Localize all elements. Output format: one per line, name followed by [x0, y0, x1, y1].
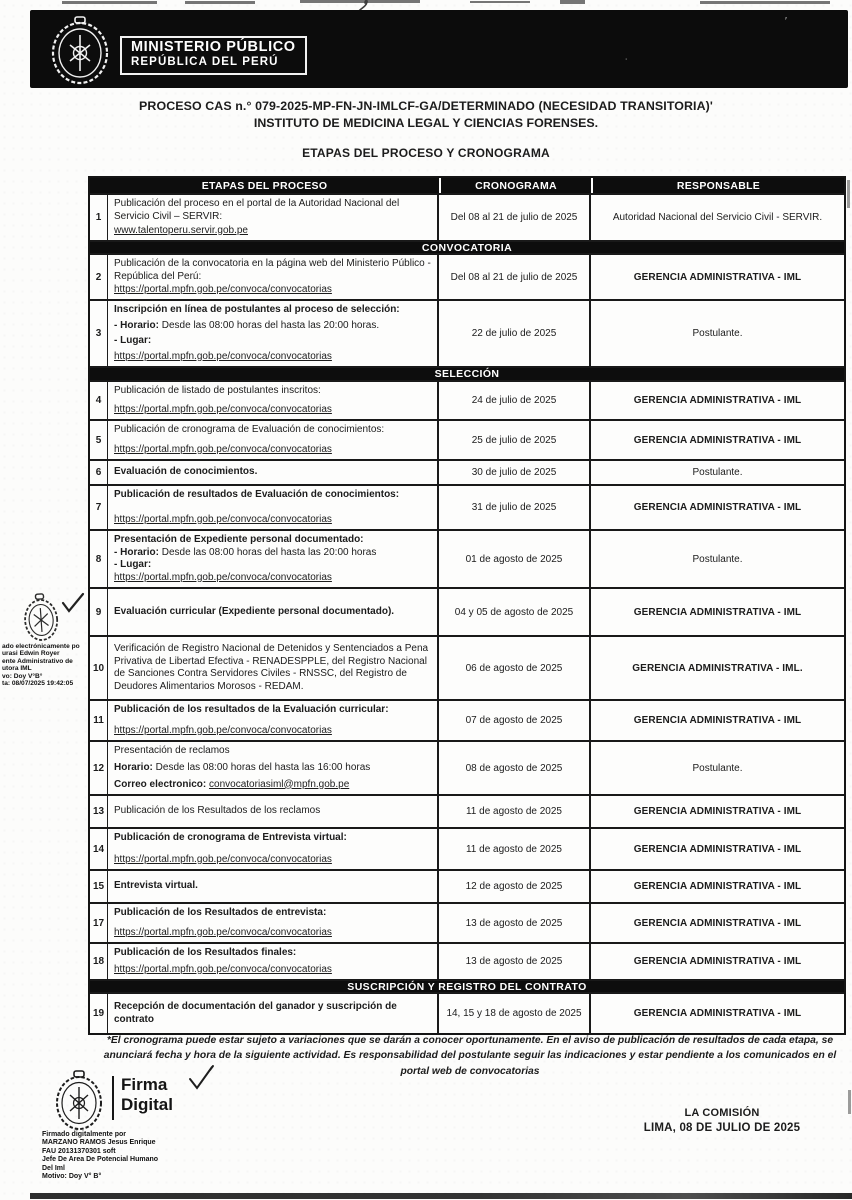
url-link: https://portal.mpfn.gob.pe/convoca/convocatorias [114, 403, 332, 415]
stage-description-cell [108, 421, 439, 459]
description-line [114, 779, 431, 792]
description-line [114, 444, 431, 457]
cronograma-cell: 13 de agosto de 2025 [439, 904, 591, 942]
closing-block [612, 1107, 832, 1134]
stamp-text-line: Firmado digitalmente por [42, 1131, 127, 1138]
description-line [114, 745, 431, 758]
description-line [114, 404, 431, 417]
stage-description-cell [108, 589, 439, 635]
url-link: https://portal.mpfn.gob.pe/convoca/convocatorias [114, 350, 332, 362]
cronograma-cell: Del 08 al 21 de julio de 2025 [439, 195, 591, 240]
table-row [90, 193, 844, 240]
description-line [114, 927, 431, 940]
description-line [114, 489, 431, 502]
stage-description-cell [108, 486, 439, 529]
table-row [90, 459, 844, 484]
description-line [114, 964, 431, 977]
column-header-cronograma: CRONOGRAMA [439, 178, 591, 193]
text-segment: Publicación de la convocatoria en la página web del Ministerio Público - República del Perú: [114, 258, 431, 282]
responsable-cell: Autoridad Nacional del Servicio Civil - SERVIR. [612, 212, 823, 223]
digital-word: Digital [121, 1095, 173, 1115]
stage-description-cell [108, 382, 439, 419]
description-line [114, 225, 431, 238]
url-link: https://portal.mpfn.gob.pe/convoca/convocatorias [114, 283, 332, 295]
description-line [114, 832, 431, 845]
scan-artifact-right [847, 180, 850, 208]
description-line [114, 198, 431, 223]
scan-speck: ′ [785, 16, 787, 27]
document-subtitle: ETAPAS DEL PROCESO Y CRONOGRAMA [302, 146, 550, 160]
responsable-cell: GERENCIA ADMINISTRATIVA - IML [633, 395, 802, 406]
stage-number-cell: 18 [90, 944, 108, 979]
section-bar: SUSCRIPCIÓN Y REGISTRO DEL CONTRATO [90, 979, 844, 992]
text-segment: Verificación de Registro Nacional de Detenidos y Sentenciados a Pena Privativa de Libertad Efectiva - RENADESPPLE, del Registro Nacional de Sanciones Contra Servidores Civiles - RNSSC, del Registro de Deudores Alimentarios Morosos - REDAM. [114, 643, 429, 692]
text-segment: Publicación del proceso en el portal de la Autoridad Nacional del Servicio Civil – SERVIR: [114, 198, 400, 222]
cronograma-cell: 22 de julio de 2025 [439, 301, 591, 366]
description-line [114, 320, 431, 333]
stage-number-cell: 10 [90, 637, 108, 699]
responsable-cell: GERENCIA ADMINISTRATIVA - IML [633, 843, 802, 855]
text-segment: Publicación de cronograma de Entrevista virtual: [114, 832, 347, 843]
place-date-line: LIMA, 08 DE JULIO DE 2025 [643, 1122, 801, 1134]
text-segment: Publicación de resultados de Evaluación de conocimientos: [114, 489, 400, 500]
stamp-text-line: utora IML [2, 665, 32, 673]
stage-number-cell: 5 [90, 421, 108, 459]
electronic-signature-stamp-text [2, 643, 114, 687]
brand-line2: REPÚBLICA DEL PERÚ [131, 55, 279, 68]
description-line [114, 514, 431, 527]
stage-description-cell [108, 637, 439, 699]
stage-number-cell: 14 [90, 829, 108, 869]
stage-description-cell [108, 301, 439, 366]
description-line [114, 385, 431, 398]
stamp-text-line: Del Iml [42, 1164, 65, 1172]
stamp-text-line: Motivo: Doy V° B° [42, 1172, 102, 1180]
text-segment: Entrevista virtual. [114, 880, 198, 892]
checkmark-icon [186, 1064, 216, 1092]
stage-description-cell [108, 994, 439, 1033]
stamp-text-line: ente Administrativo de [2, 657, 73, 665]
stage-number-cell: 17 [90, 904, 108, 942]
text-segment: Publicación de los Resultados de los reclamos [114, 805, 321, 817]
stage-number-cell: 12 [90, 742, 108, 794]
stamp-text-line: FAU 20131370301 soft [42, 1147, 116, 1155]
stamp-text-line: ado electrónicamente po [2, 643, 80, 650]
stage-number-cell: 8 [90, 531, 108, 587]
stage-number-cell: 7 [90, 486, 108, 529]
responsable-cell: GERENCIA ADMINISTRATIVA - IML [633, 434, 802, 446]
table-row [90, 419, 844, 459]
text-segment: Publicación de los Resultados de entrevista: [114, 907, 327, 918]
table-row [90, 484, 844, 529]
description-line [114, 559, 431, 572]
text-segment: Publicación de cronograma de Evaluación de conocimientos: [114, 424, 385, 435]
text-segment: - Horario: [114, 546, 159, 558]
stage-description-cell [108, 796, 439, 827]
description-line [114, 351, 431, 364]
stage-description-cell [108, 531, 439, 587]
cronograma-cell: 25 de julio de 2025 [439, 421, 591, 459]
table-row [90, 902, 844, 942]
cronograma-cell: 04 y 05 de agosto de 2025 [439, 589, 591, 635]
responsable-cell: Postulante. [692, 762, 743, 774]
stamp-text-line: MARZANO RAMOS Jesus Enrique [42, 1139, 156, 1147]
description-line [114, 880, 431, 893]
url-link: https://portal.mpfn.gob.pe/convoca/convocatorias [114, 443, 332, 455]
stamp-text-line: urasi Edwin Royer [2, 650, 60, 658]
stage-number-cell: 4 [90, 382, 108, 419]
digital-signature-details [42, 1131, 242, 1181]
description-line [114, 534, 431, 547]
description-line [114, 258, 431, 283]
cronograma-cell: Del 08 al 21 de julio de 2025 [439, 255, 591, 299]
description-line [114, 907, 431, 920]
text-segment: Recepción de documentación del ganador y suscripción de contrato [114, 1001, 397, 1025]
stage-number-cell: 13 [90, 796, 108, 827]
table-row [90, 587, 844, 635]
stage-description-cell [108, 461, 439, 484]
responsable-cell: Postulante. [692, 467, 743, 478]
scan-speck: ˙ [625, 58, 629, 69]
description-line [114, 947, 431, 960]
cronograma-cell: 11 de agosto de 2025 [439, 829, 591, 869]
stamp-seal-icon [18, 592, 63, 645]
text-segment: - Horario: [114, 319, 159, 331]
text-segment: Publicación de los resultados de la Evaluación curricular: [114, 704, 389, 715]
text-segment: - Lugar: [114, 335, 152, 346]
responsable-cell: GERENCIA ADMINISTRATIVA - IML [633, 881, 802, 892]
description-line [114, 762, 431, 775]
url-link: https://portal.mpfn.gob.pe/convoca/convocatorias [114, 724, 332, 736]
description-line [114, 725, 431, 738]
table-row [90, 699, 844, 740]
text-segment: Presentación de reclamos [114, 745, 230, 756]
responsable-cell: GERENCIA ADMINISTRATIVA - IML [633, 606, 802, 618]
table-row [90, 794, 844, 827]
process-schedule-table [88, 176, 846, 1035]
stage-description-cell [108, 255, 439, 299]
description-line [114, 643, 431, 693]
table-header-row [90, 178, 844, 193]
column-header-responsable: RESPONSABLE [591, 178, 844, 193]
firma-word: Firma [121, 1075, 168, 1094]
text-segment: Correo electronico: [114, 778, 210, 790]
cronograma-cell: 12 de agosto de 2025 [439, 871, 591, 902]
checkmark-icon [60, 591, 86, 615]
cronograma-cell: 11 de agosto de 2025 [439, 796, 591, 827]
stage-description-cell [108, 829, 439, 869]
section-bar: SELECCIÓN [90, 366, 844, 380]
stage-number-cell: 1 [90, 195, 108, 240]
stage-description-cell [108, 904, 439, 942]
description-line [114, 284, 431, 297]
cronograma-cell: 08 de agosto de 2025 [439, 742, 591, 794]
header-banner [30, 10, 848, 88]
scan-artifact-right [848, 1090, 851, 1114]
url-link: https://portal.mpfn.gob.pe/convoca/convocatorias [114, 853, 332, 865]
responsable-cell: GERENCIA ADMINISTRATIVA - IML [633, 806, 802, 817]
text-segment: Desde las 08:00 horas del hasta las 16:00 horas [152, 761, 371, 773]
text-segment: Desde las 08:00 horas del hasta las 20:00 horas [159, 546, 377, 558]
cronograma-cell: 30 de julio de 2025 [439, 461, 591, 484]
commission-label: LA COMISIÓN [684, 1107, 760, 1119]
cronograma-cell: 01 de agosto de 2025 [439, 531, 591, 587]
stage-number-cell: 9 [90, 589, 108, 635]
table-row [90, 827, 844, 869]
table-row [90, 253, 844, 299]
schedule-footnote: *El cronograma puede estar sujeto a variaciones que se darán a conocer oportunamente. En el aviso de publicación de resultados de cada etapa, se anunciará fecha y hora de la siguiente actividad. Es responsabilidad del postulante seguir las indicaciones y estar pendiente a los comunicados en el portal web de convocatorias [103, 1035, 837, 1077]
ministerio-seal-icon [44, 15, 116, 87]
text-segment: Desde las 08:00 horas del hasta las 20:00 horas. [159, 319, 380, 331]
description-line [114, 424, 431, 437]
scan-artifact-bottom [30, 1193, 852, 1199]
column-header-etapas: ETAPAS DEL PROCESO [90, 178, 439, 193]
table-row [90, 635, 844, 699]
description-line [114, 547, 431, 560]
description-line [114, 704, 431, 717]
cronograma-cell: 31 de julio de 2025 [439, 486, 591, 529]
description-line [114, 606, 431, 619]
text-segment: Presentación de Expediente personal documentado: [114, 534, 364, 545]
description-line [114, 572, 431, 585]
text-segment: Publicación de listado de postulantes inscritos: [114, 385, 321, 396]
table-row [90, 529, 844, 587]
text-segment: Evaluación curricular (Expediente personal documentado). [114, 605, 395, 617]
description-line [114, 335, 431, 348]
url-link: convocatoriasiml@mpfn.gob.pe [209, 778, 350, 790]
url-link: https://portal.mpfn.gob.pe/convoca/convocatorias [114, 926, 332, 938]
stage-description-cell [108, 742, 439, 794]
stage-number-cell: 2 [90, 255, 108, 299]
responsable-cell: GERENCIA ADMINISTRATIVA - IML [633, 956, 802, 967]
responsable-cell: Postulante. [692, 553, 743, 565]
text-segment: Inscripción en línea de postulantes al proceso de selección: [114, 304, 400, 315]
text-segment: Evaluación de conocimientos. [114, 466, 258, 478]
stamp-text-line: ta: 08/07/2025 19:42:05 [2, 679, 74, 687]
responsable-cell: GERENCIA ADMINISTRATIVA - IML. [632, 662, 803, 674]
cronograma-cell: 07 de agosto de 2025 [439, 701, 591, 740]
responsable-cell: GERENCIA ADMINISTRATIVA - IML [633, 271, 802, 283]
description-line [114, 854, 431, 867]
stage-number-cell: 11 [90, 701, 108, 740]
url-link: https://portal.mpfn.gob.pe/convoca/convocatorias [114, 963, 332, 975]
stage-description-cell [108, 944, 439, 979]
stage-description-cell [108, 871, 439, 902]
url-link: www.talentoperu.servir.gob.pe [114, 224, 248, 236]
table-row [90, 992, 844, 1033]
responsable-cell: GERENCIA ADMINISTRATIVA - IML [633, 917, 802, 929]
firma-divider [112, 1076, 114, 1120]
description-line [114, 304, 431, 317]
url-link: https://portal.mpfn.gob.pe/convoca/convocatorias [114, 571, 332, 583]
table-row [90, 740, 844, 794]
text-segment: Publicación de los Resultados finales: [114, 947, 297, 958]
cronograma-cell: 06 de agosto de 2025 [439, 637, 591, 699]
description-line [114, 1001, 431, 1026]
stage-number-cell: 15 [90, 871, 108, 902]
cronograma-cell: 24 de julio de 2025 [439, 382, 591, 419]
responsable-cell: GERENCIA ADMINISTRATIVA - IML [633, 502, 802, 513]
responsable-cell: GERENCIA ADMINISTRATIVA - IML [633, 1008, 802, 1019]
responsable-cell: Postulante. [692, 328, 743, 339]
stage-description-cell [108, 195, 439, 240]
stamp-text-line: Jefe De Area De Potencial Humano [42, 1156, 159, 1164]
text-segment: - Lugar: [114, 559, 152, 570]
stage-description-cell [108, 701, 439, 740]
table-row [90, 380, 844, 419]
section-bar: CONVOCATORIA [90, 240, 844, 253]
description-line [114, 466, 431, 479]
text-segment: Horario: [114, 761, 153, 773]
firma-digital-seal-icon [50, 1070, 108, 1132]
table-row [90, 869, 844, 902]
firma-digital-label [121, 1075, 173, 1116]
stage-number-cell: 19 [90, 994, 108, 1033]
stage-number-cell: 3 [90, 301, 108, 366]
cronograma-cell: 13 de agosto de 2025 [439, 944, 591, 979]
cronograma-cell: 14, 15 y 18 de agosto de 2025 [439, 994, 591, 1033]
brand-box [120, 36, 307, 75]
brand-line1: MINISTERIO PÚBLICO [131, 39, 296, 55]
document-title-line1: PROCESO CAS n.° 079-2025-MP-FN-JN-IMLCF-GA/DETERMINADO (NECESIDAD TRANSITORIA)' [139, 99, 713, 113]
stage-number-cell: 6 [90, 461, 108, 484]
responsable-cell: GERENCIA ADMINISTRATIVA - IML [633, 715, 802, 726]
stamp-text-line: vo: Doy V°B° [2, 672, 43, 680]
document-title-line2: INSTITUTO DE MEDICINA LEGAL Y CIENCIAS FORENSES. [253, 116, 599, 130]
table-row [90, 299, 844, 366]
url-link: https://portal.mpfn.gob.pe/convoca/convocatorias [114, 513, 332, 525]
table-row [90, 942, 844, 979]
description-line [114, 805, 431, 818]
